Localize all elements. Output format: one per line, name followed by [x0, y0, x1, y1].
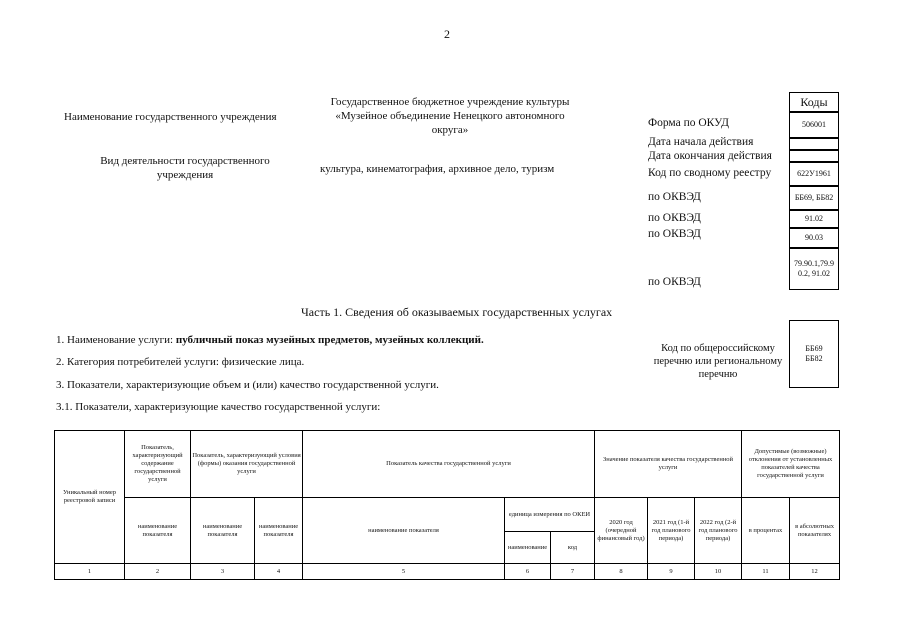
activity-label: Вид деятельности государственного учреждения [100, 155, 270, 181]
okved-value-4: 79.90.1,79.9 0.2, 91.02 [789, 248, 839, 290]
okved-value-2: 91.02 [789, 210, 839, 228]
okved-label-2: по ОКВЭД [648, 212, 701, 224]
end-date-value [789, 150, 839, 162]
codes-title: Коды [789, 92, 839, 112]
column-number-row [55, 564, 840, 580]
th-year-2020: 2020 год (очередной финансовый год) [595, 498, 648, 564]
col-number: 9 [648, 564, 695, 580]
th-unique-number: Уникальный номер реестровой записи [55, 431, 125, 564]
col-number: 4 [255, 564, 303, 580]
institution-label: Наименование государственного учреждения [64, 111, 277, 123]
activity-value: культура, кинематография, архивное дело, туризм [320, 163, 555, 175]
okved-value-3: 90.03 [789, 228, 839, 248]
registry-code-label: Код по сводному реестру [648, 167, 772, 179]
col-number: 8 [595, 564, 648, 580]
th-quality-indicator: Показатель качества государственной услуги [303, 431, 595, 498]
col-number: 5 [303, 564, 505, 580]
part-title: Часть 1. Сведения об оказываемых государственных услугах [301, 305, 613, 319]
col-number: 2 [125, 564, 191, 580]
okud-code: 506001 [789, 112, 839, 138]
okved-label-3: по ОКВЭД [648, 228, 701, 240]
okved-label-1: по ОКВЭД [648, 191, 701, 203]
th-indicator-value: Значение показателя качества государственной услуги [595, 431, 742, 498]
th-quality-name: наименование показателя [303, 498, 505, 564]
registry-code-value: 622У1961 [789, 162, 839, 186]
col-number: 11 [742, 564, 790, 580]
service-quality-indicators: 3.1. Показатели, характеризующие качество государственной услуги: [56, 401, 381, 413]
institution-value: Государственное бюджетное учреждение культуры «Музейное объединение Ненецкого автономного округа» [330, 96, 570, 136]
th-unit-code: код [551, 532, 595, 564]
th-indicator-name-3: наименование показателя [255, 498, 303, 564]
end-date-label: Дата окончания действия [648, 150, 772, 162]
th-absolute: в абсолютных показателях [790, 498, 840, 564]
quality-table [54, 430, 840, 580]
col-number: 7 [551, 564, 595, 580]
col-number: 12 [790, 564, 840, 580]
service-category: 2. Категория потребителей услуги: физические лица. [56, 356, 305, 368]
page-number: 2 [444, 27, 450, 41]
th-year-2021: 2021 год (1-й год планового периода) [648, 498, 695, 564]
col-number: 1 [55, 564, 125, 580]
okved-label-4: по ОКВЭД [648, 276, 701, 288]
th-conditions-indicator: Показатель, характеризующий условия (формы) оказания государственной услуги [191, 431, 303, 498]
col-number: 6 [505, 564, 551, 580]
th-unit-okei: единица измерения по ОКЕИ [505, 498, 595, 532]
th-content-indicator: Показатель, характеризующий содержание государственной услуги [125, 431, 191, 498]
th-year-2022: 2022 год (2-й год планового периода) [695, 498, 742, 564]
col-number: 10 [695, 564, 742, 580]
service-name: 1. Наименование услуги: публичный показ музейных предметов, музейных коллекций. [56, 334, 484, 346]
th-allowed-deviation: Допустимые (возможные) отклонения от установленных показателей качества государственной услуги [742, 431, 840, 498]
registry-label: Код по общероссийскому перечню или региональному перечню [653, 343, 783, 380]
start-date-value [789, 138, 839, 150]
okud-label: Форма по ОКУД [648, 117, 729, 129]
service-indicators: 3. Показатели, характеризующие объем и (или) качество государственной услуги. [56, 379, 439, 391]
okved-value-1: ББ69, ББ82 [789, 186, 839, 210]
th-percent: в процентах [742, 498, 790, 564]
col-number: 3 [191, 564, 255, 580]
th-indicator-name-1: наименование показателя [125, 498, 191, 564]
th-indicator-name-2: наименование показателя [191, 498, 255, 564]
registry-code-box: ББ69 ББ82 [789, 320, 839, 388]
start-date-label: Дата начала действия [648, 136, 754, 148]
th-unit-name: наименование [505, 532, 551, 564]
